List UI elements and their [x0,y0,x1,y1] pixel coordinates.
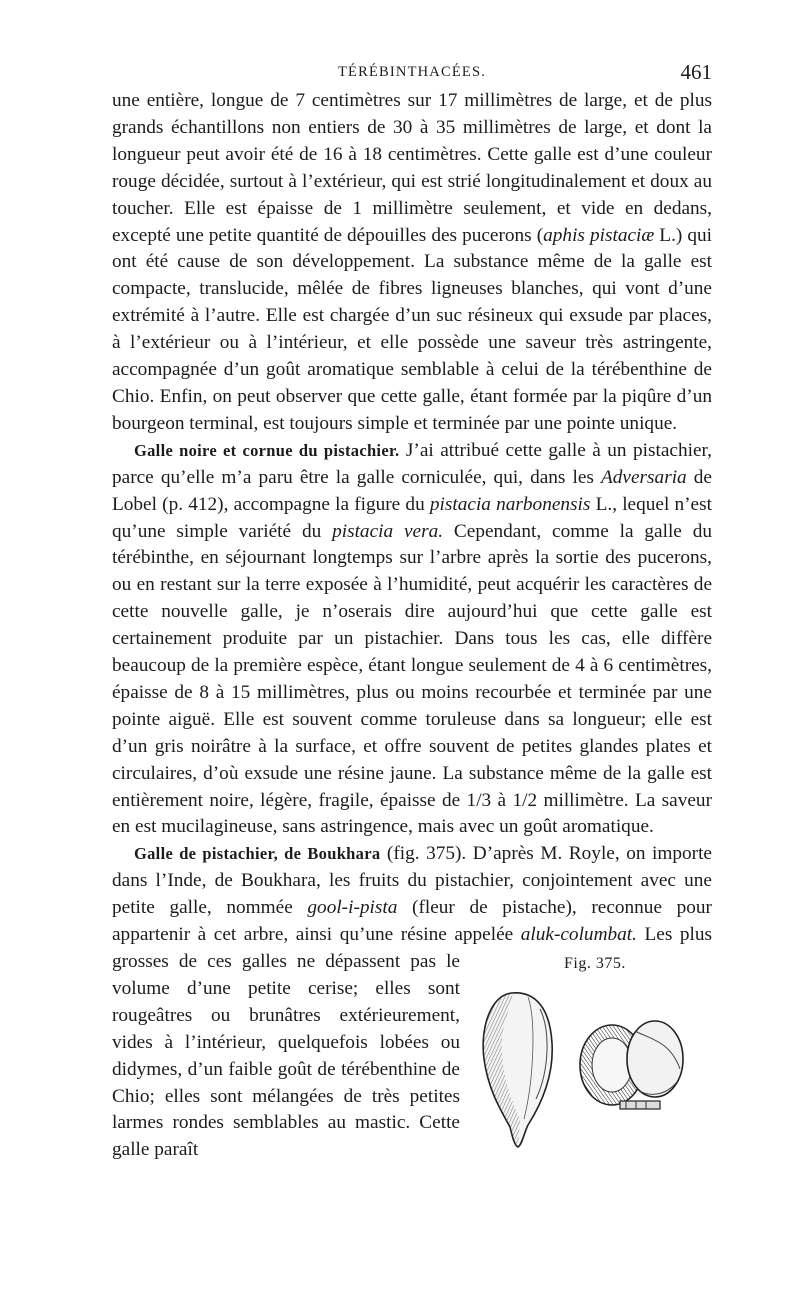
gall-didymous-drawing [580,1021,683,1109]
paragraph-text: L., lequel n’est qu’une simple variété du [112,493,712,542]
figure-375 [466,949,712,1177]
paragraph-text: Cependant, comme la galle du térébinthe, en séjournant longtemps sur l’arbre après la sortie des pucerons, ou en restant sur la terre exposée à l’humidité, peut acquérir les caractères de cette nouvelle galle, je n’oserais dire aujourd’hui que cette galle est certainement produite par un pistachier. Dans tous les cas, elle diffère beaucoup de la première espèce, étant longue seulement de 4 à 6 centimètres, épaisse de 8 à 15 millimètres, plus ou moins recourbée et terminée par une pointe aiguë. Elle est souvent comme toruleuse dans sa longueur; elle est d’un gris noirâtre à la surface, et offre souvent de petites glandes plates et circulaires, d’où exsude une résine jaune. La substance même de la galle est entièrement noire, légère, fragile, épaisse de 1/3 à 1/2 millimètre. La saveur en est mucilagineuse, sans astringence, mais avec un goût aromatique. [112,520,712,838]
paragraph-galle-boukhara [112,841,712,1164]
plant-local-name: gool-i-pista [307,897,398,919]
paragraph-text: (fleur de pistache), reconnue pour appartenir à cet arbre, ainsi qu’une résine appelée [112,897,712,946]
gall-elongated-drawing [483,993,552,1147]
paragraph-galle-noire [112,438,712,842]
page-number: 461 [680,60,712,84]
species-name: pistacia vera. [332,520,444,542]
paragraph-text: Les plus grosses de ces galles ne dépassent pas le volume d’une petite cerise; elles sont rougeâtres ou brunâtres extérieurement, vides à l’intérieur, quelquefois lobées ou didymes, d’un faible goût de térébenthine de Chio; elles sont mélangées de très petites larmes rondes semblables au mastic. Cette galle paraît [112,924,713,1161]
section-lead-heading: Galle noire et cornue du pistachier. [134,440,400,460]
section-lead-heading: Galle de pistachier, de Boukhara [134,844,381,864]
gall-illustration [470,979,706,1149]
species-name: pistacia narbonensis [429,493,591,515]
resin-name: aluk-columbat. [520,924,637,946]
paragraph-continuation [112,88,712,438]
book-title: Adversaria [601,466,687,488]
paragraph-text: L.) qui ont été cause de son développement. La substance même de la galle est compacte, translucide, mêlée de fibres ligneuses blanches, qui vont d’une extrémité à l’autre. Elle est chargée d’un suc résineux qui exsude par places, à l’extérieur ou à l’intérieur, et elle possède une saveur très astringente, accompagnée d’un goût aromatique semblable à celui de la térébenthine de Chio. Enfin, on peut observer que cette galle, étant formée par la piqûre d’un bourgeon terminal, est toujours simple et terminée par une pointe unique. [112,224,712,434]
running-title: TÉRÉBINTHACÉES. [337,64,487,80]
paragraph-text: (fig. 375). D’après M. Royle, on importe dans l’Inde, de Boukhara, les fruits du pistachier, conjointement avec une petite galle, nommée [112,843,712,919]
paragraph-text: une entière, longue de 7 centimètres sur 17 millimètres de large, et de plus grands échantillons non entiers de 30 à 35 millimètres de large, et dont la longueur peut avoir été de 16 à 18 centimètres. Cette galle est d’une couleur rouge décidée, surtout à l’extérieur, qui est strié longitudinalement et doux au toucher. Elle est épaisse de 1 millimètre seulement, et vide en dedans, excepté une petite quantité de dépouilles des pucerons ( [112,90,712,246]
species-name: aphis pistaciæ [543,224,655,246]
figure-caption: Fig. 375. [564,955,626,972]
paragraph-text: de Lobel (p. 412), accompagne la figure du [112,466,712,515]
page-header [112,60,712,86]
body-text [112,88,712,1177]
paragraph-text: J’ai attribué cette galle à un pistachier, parce qu’elle m’a paru être la galle corniculée, qui, dans les [112,439,712,488]
